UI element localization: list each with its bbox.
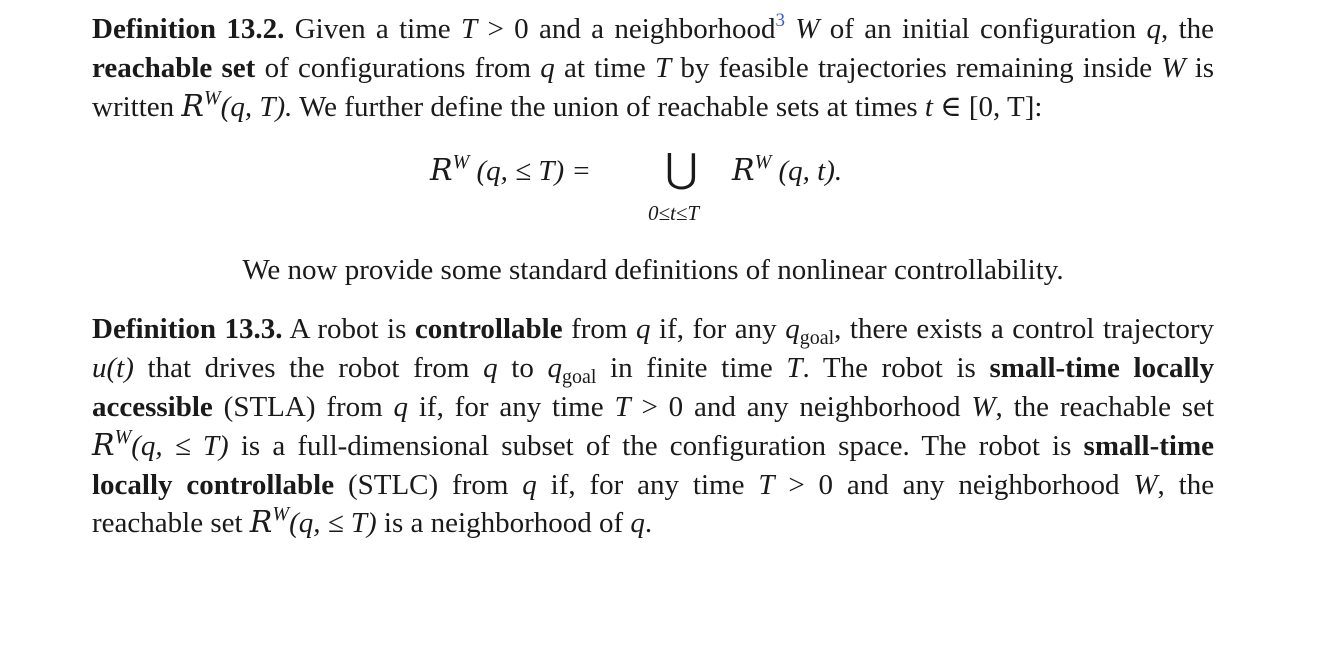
math-u-t: u(t) (92, 352, 134, 385)
math-args: (q, T). (220, 90, 293, 123)
text: of an initial configuration (829, 13, 1137, 45)
definition-label: Definition 13.3. (92, 313, 283, 346)
math-W: W (1133, 468, 1158, 501)
math-T: T (460, 13, 478, 45)
text: at time (564, 51, 646, 84)
text: , the reachable set (92, 468, 1215, 540)
math-sub-goal: goal (799, 327, 835, 350)
big-union-symbol: ⋃ (665, 146, 698, 193)
definition-label: Definition 13.2. (92, 13, 285, 45)
text: . The robot is (802, 352, 976, 385)
page-content (92, 10, 1214, 543)
bold-term-reachable-set: reachable set (92, 51, 256, 84)
math-args: (q, ≤ T) (289, 507, 377, 540)
math-T: T (614, 390, 631, 423)
math-q: q (1146, 13, 1162, 45)
text: from (571, 313, 628, 346)
math-sub-goal: goal (562, 366, 597, 389)
math-sup-W: W (272, 503, 290, 526)
math-q: q (636, 313, 651, 346)
text: is written (92, 51, 1215, 123)
definition-13-2 (92, 10, 1214, 126)
bold-term-stla: small-time locally accessible (92, 352, 1215, 423)
math-q: q (630, 507, 645, 540)
math-q: q (393, 390, 409, 423)
footnote-link[interactable]: 3 (775, 10, 785, 31)
text: , there exists a control trajectory (834, 313, 1215, 346)
math-q: q (540, 51, 555, 84)
math-interval: ∈ [0, T]: (940, 90, 1043, 123)
math-sup-W: W (452, 151, 470, 174)
math-calR: R (92, 427, 115, 463)
equation-lhs (430, 152, 591, 191)
text: (STLA) from (223, 390, 383, 423)
math-W: W (795, 13, 820, 45)
text: We further define the union of reachable sets at times (299, 90, 918, 123)
text: to (511, 352, 534, 385)
math-q: q (483, 352, 498, 385)
text: > 0 and any neighborhood (641, 390, 961, 423)
text: is a full-dimensional subset of the configuration space. The robot is (240, 429, 1072, 462)
text: is a neighborhood of (383, 507, 624, 540)
math-calR: R (732, 153, 755, 189)
text: Given a time (294, 13, 451, 45)
text: , the (1161, 13, 1215, 45)
math-sup-W: W (754, 151, 772, 174)
bold-term-stlc: small-time locally controllable (92, 429, 1214, 501)
text: by feasible trajectories remaining inside (680, 51, 1153, 84)
definition-13-3 (92, 310, 1214, 543)
math-T: T (786, 352, 803, 385)
text: if, for any (659, 313, 777, 346)
math-T: T (758, 468, 775, 501)
math-sup-W: W (204, 86, 221, 109)
math-q: q (522, 468, 537, 501)
text: A robot is (289, 313, 407, 346)
text: of configurations from (264, 51, 532, 84)
math-W: W (1161, 51, 1186, 84)
bold-term-controllable: controllable (414, 313, 563, 346)
display-equation (92, 132, 1214, 250)
text: if, for any time (418, 390, 604, 423)
math-sup-W: W (114, 425, 132, 448)
text: . (644, 507, 653, 540)
math-calR: R (181, 88, 204, 124)
math-calR: R (430, 153, 453, 189)
math-args: (q, ≤ T) = (476, 155, 591, 188)
equation-rhs (732, 152, 842, 191)
text: (STLC) from (347, 468, 509, 501)
text: , the reachable set (995, 390, 1215, 423)
union-subscript: 0≤t≤T (648, 201, 700, 226)
math-T: T (654, 51, 672, 84)
math-q: q (785, 313, 800, 346)
math-args: (q, t). (778, 155, 843, 188)
text: if, for any time (550, 468, 745, 501)
text: that drives the robot from (147, 352, 470, 385)
text: > 0 and a neighborhood (487, 13, 776, 45)
math-W: W (971, 390, 996, 423)
text: > 0 and any neighborhood (788, 468, 1120, 501)
middle-sentence: We now provide some standard definitions of nonlinear controllability. (242, 254, 1064, 287)
math-t: t (924, 90, 933, 123)
math-calR: R (249, 505, 273, 541)
math-q: q (547, 352, 563, 385)
math-args: (q, ≤ T) (131, 429, 229, 462)
text: in finite time (610, 352, 773, 385)
